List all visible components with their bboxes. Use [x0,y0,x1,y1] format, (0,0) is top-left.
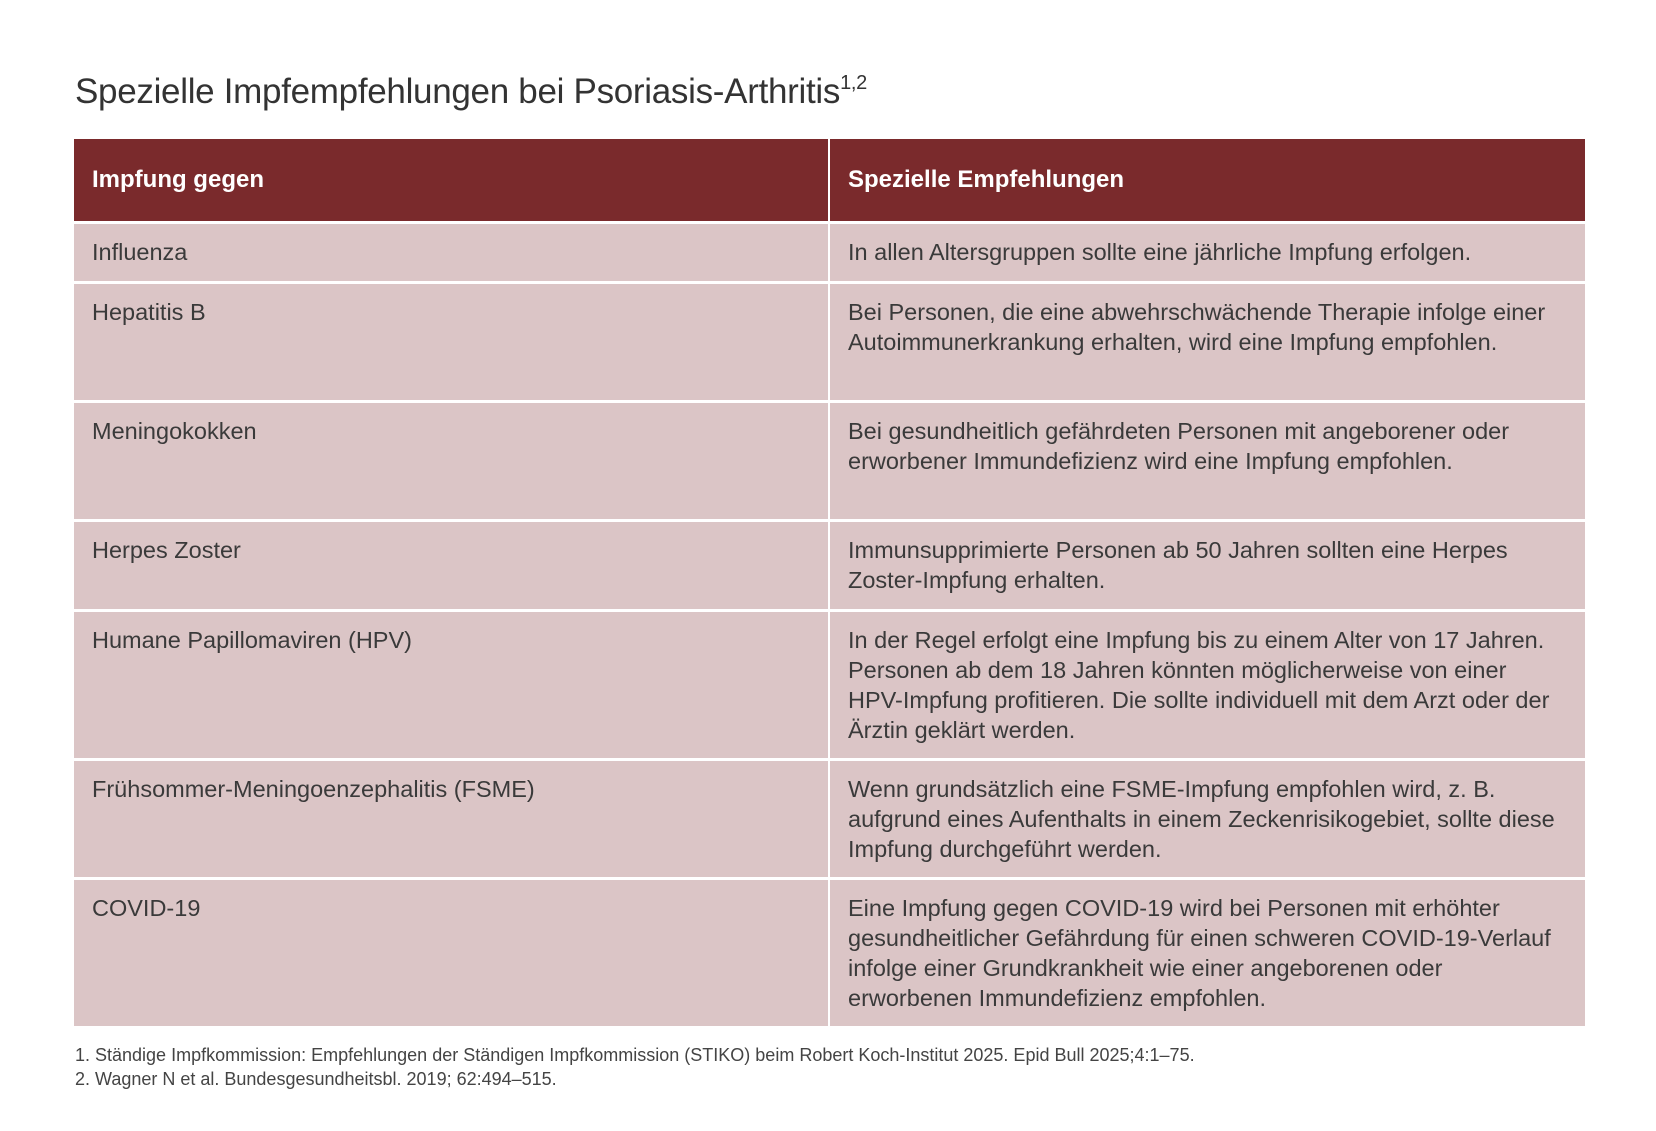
table-row [74,611,1585,760]
recommendation-cell: In allen Altersgruppen sollte eine jährliche Impfung erfolgen. [829,223,1585,283]
vaccination-table-container [74,139,1585,1026]
table-row [74,402,1585,521]
vaccine-cell: Influenza [74,223,829,283]
table-row [74,521,1585,611]
recommendation-cell: Immunsupprimierte Personen ab 50 Jahren sollten eine Herpes Zoster-Impfung erhalten. [829,521,1585,611]
vaccination-table [74,139,1585,1026]
footnote-1: 1. Ständige Impfkommission: Empfehlungen der Ständigen Impfkommission (STIKO) beim Robert Koch-Institut 2025. Epid Bull 2025;4:1–75. [75,1045,1195,1065]
recommendation-cell: Wenn grundsätzlich eine FSME-Impfung empfohlen wird, z. B. aufgrund eines Aufenthalts in einem Zeckenrisikogebiet, sollte diese Impfung durchgeführt werden. [829,760,1585,879]
page-title [75,72,867,112]
footnote-2: 2. Wagner N et al. Bundesgesundheitsbl. 2019; 62:494–515. [75,1069,557,1089]
table-row [74,879,1585,1027]
vaccine-cell: Frühsommer-Meningoenzephalitis (FSME) [74,760,829,879]
recommendation-cell: Eine Impfung gegen COVID-19 wird bei Personen mit erhöhter gesundheitlicher Gefährdung für einen schweren COVID-19-Verlauf infolge einer Grundkrankheit wie einer angeborenen oder erworbenen Immundefizienz empfohlen. [829,879,1585,1027]
footnotes [75,1043,1195,1091]
page-title-text: Spezielle Impfempfehlungen bei Psoriasis-Arthritis [75,72,841,111]
recommendation-cell: In der Regel erfolgt eine Impfung bis zu einem Alter von 17 Jahren. Personen ab dem 18 Jahren könnten möglicherweise von einer HPV-Impfung profitieren. Die sollte individuell mit dem Arzt oder der Ärztin geklärt werden. [829,611,1585,760]
header-vaccine: Impfung gegen [74,139,829,223]
vaccine-cell: Hepatitis B [74,283,829,402]
table-row [74,283,1585,402]
vaccine-cell: COVID-19 [74,879,829,1027]
recommendation-cell: Bei Personen, die eine abwehrschwächende Therapie infolge einer Autoimmunerkrankung erhalten, wird eine Impfung empfohlen. [829,283,1585,402]
table-row [74,760,1585,879]
table-row [74,223,1585,283]
header-recommendation: Spezielle Empfehlungen [829,139,1585,223]
recommendation-cell: Bei gesundheitlich gefährdeten Personen mit angeborener oder erworbener Immundefizienz wird eine Impfung empfohlen. [829,402,1585,521]
vaccine-cell: Humane Papillomaviren (HPV) [74,611,829,760]
table-header-row [74,139,1585,223]
vaccine-cell: Herpes Zoster [74,521,829,611]
vaccine-cell: Meningokokken [74,402,829,521]
title-reference-superscript: 1,2 [840,72,867,94]
